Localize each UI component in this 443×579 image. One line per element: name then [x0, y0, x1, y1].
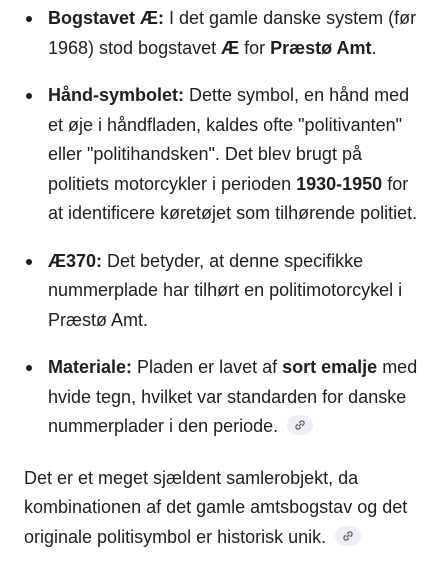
item-text: med hvide tegn, hvilket var standarden for danske nummerplader i den periode. [48, 357, 418, 436]
bullet-dot [26, 16, 32, 22]
citation-chip[interactable] [287, 415, 313, 435]
item-bold: 1930-1950 [296, 173, 383, 194]
item-bold: Æ [221, 37, 240, 58]
item-label: Hånd-symbolet: [48, 85, 185, 105]
citation-chip[interactable] [335, 526, 361, 546]
summary-text: Det er et meget sjældent samlerobjekt, da kombinationen af det gamle amtsbogstav og det originale politisymbol er historisk unik. [24, 467, 408, 547]
item-label: Materiale: [48, 357, 133, 377]
item-text: Pladen er lavet af [132, 357, 283, 377]
item-text: I det gamle danske system (før 1968) stod bogstavet [48, 8, 417, 58]
summary-paragraph [24, 464, 425, 553]
item-bold: sort emalje [282, 357, 378, 377]
item-label: Æ370: [48, 250, 103, 271]
list-item [24, 353, 425, 442]
item-text: . [371, 37, 377, 58]
bullet-dot [26, 365, 32, 371]
bullet-dot [26, 93, 32, 99]
item-bold: Præstø Amt [270, 37, 372, 58]
list-item [24, 4, 425, 63]
list-item [24, 81, 425, 229]
link-icon [342, 530, 354, 542]
item-text: Dette symbol, en hånd med et øje i håndfladen, kaldes ofte "politivanten" eller "politihandsken". Det blev brugt på politiets motorcykler i perioden [48, 85, 410, 194]
item-text: Det betyder, at denne specifikke nummerplade har tilhørt en politimotorcykel i Præstø Amt. [48, 250, 403, 330]
item-text: for [239, 37, 271, 58]
list-item [24, 247, 425, 336]
link-icon [294, 419, 306, 431]
item-label: Bogstavet Æ: [48, 8, 165, 28]
facts-list [24, 4, 425, 442]
item-text: for at identificere køretøjet som tilhørende politiet. [48, 173, 418, 223]
answer-content [0, 4, 443, 552]
bullet-dot [26, 259, 32, 265]
